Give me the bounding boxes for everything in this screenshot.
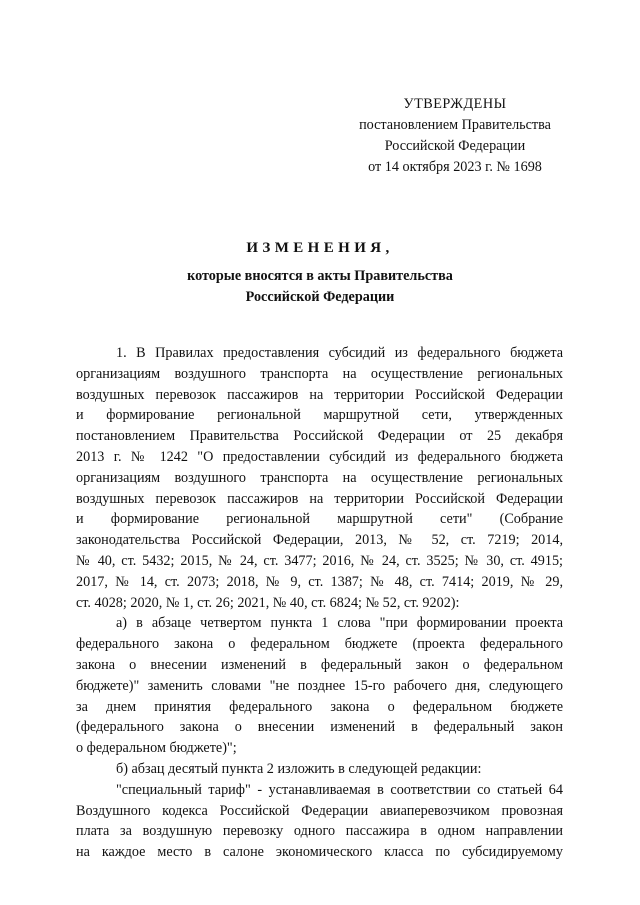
- text-line: бюджете)" заменить словами "не позднее 15-го рабочего дня, следующего: [76, 677, 563, 694]
- text-line: организациям воздушного транспорта на осуществление региональных: [76, 469, 563, 486]
- approval-heading: УТВЕРЖДЕНЫ: [403, 96, 507, 112]
- approval-date: от 14 октября 2023 г. № 1698: [368, 159, 542, 175]
- text-line: (федерального закона о внесении изменений в федеральный закон: [76, 719, 563, 736]
- text-line: за днем принятия федерального закона о федеральном бюджете: [76, 698, 563, 715]
- text-line: 2017, № 14, ст. 2073; 2018, № 9, ст. 1387; № 48, ст. 7414; 2019, № 29,: [76, 573, 563, 590]
- text-line: 1. В Правилах предоставления субсидий из федерального бюджета: [116, 345, 563, 361]
- text-line: о федеральном бюджете)";: [76, 740, 237, 757]
- text-line: "специальный тариф" - устанавливаемая в соответствии со статьей 64: [116, 781, 563, 798]
- text-line: ст. 4028; 2020, № 1, ст. 26; 2021, № 40, ст. 6824; № 52, ст. 9202):: [76, 594, 460, 611]
- text-line: плата за воздушную перевозку одного пассажира в одном направлении: [76, 823, 563, 840]
- text-line: постановлением Правительства Российской Федерации от 25 декабря: [76, 428, 563, 445]
- text-line: и формирование региональной маршрутной сети, утвержденных: [76, 407, 563, 424]
- text-line: федерального закона о федеральном бюджете (проекта федерального: [76, 636, 563, 653]
- text-line: а) в абзаце четвертом пункта 1 слова "при формировании проекта: [116, 615, 563, 632]
- approval-line: постановлением Правительства: [359, 117, 551, 133]
- subtitle-line: которые вносятся в акты Правительства: [187, 268, 453, 284]
- text-line: на каждое место в салоне экономического класса по субсидируемому: [76, 844, 563, 861]
- paragraph-1: [76, 343, 563, 613]
- text-line: воздушных перевозок пассажиров на территории Российской Федерации: [76, 386, 563, 403]
- text-line: б) абзац десятый пункта 2 изложить в следующей редакции:: [116, 760, 482, 777]
- text-line: Воздушного кодекса Российской Федерации авиаперевозчиком провозная: [76, 802, 563, 819]
- document-body: [76, 343, 563, 863]
- document-title: ИЗМЕНЕНИЯ,: [246, 240, 394, 256]
- text-line: № 40, ст. 5432; 2015, № 24, ст. 3477; 2016, № 24, ст. 3525; № 30, ст. 4915;: [76, 552, 563, 569]
- approval-line: Российской Федерации: [384, 138, 526, 154]
- text-line: и формирование региональной маршрутной сети" (Собрание: [76, 511, 563, 528]
- approval-block: [330, 94, 580, 178]
- paragraph-b: [76, 759, 563, 780]
- subtitle-line: Российской Федерации: [245, 289, 395, 305]
- paragraph-quote: [76, 780, 563, 863]
- paragraph-a: [76, 613, 563, 759]
- text-line: законодательства Российской Федерации, 2013, № 52, ст. 7219; 2014,: [76, 532, 563, 549]
- text-line: воздушных перевозок пассажиров на территории Российской Федерации: [76, 490, 563, 507]
- document-subtitle: [0, 266, 640, 308]
- text-line: 2013 г. № 1242 "О предоставлении субсидий из федерального бюджета: [76, 448, 563, 465]
- text-line: закона о внесении изменений в федеральный закон о федеральном: [76, 656, 563, 673]
- text-line: организациям воздушного транспорта на осуществление региональных: [76, 365, 563, 382]
